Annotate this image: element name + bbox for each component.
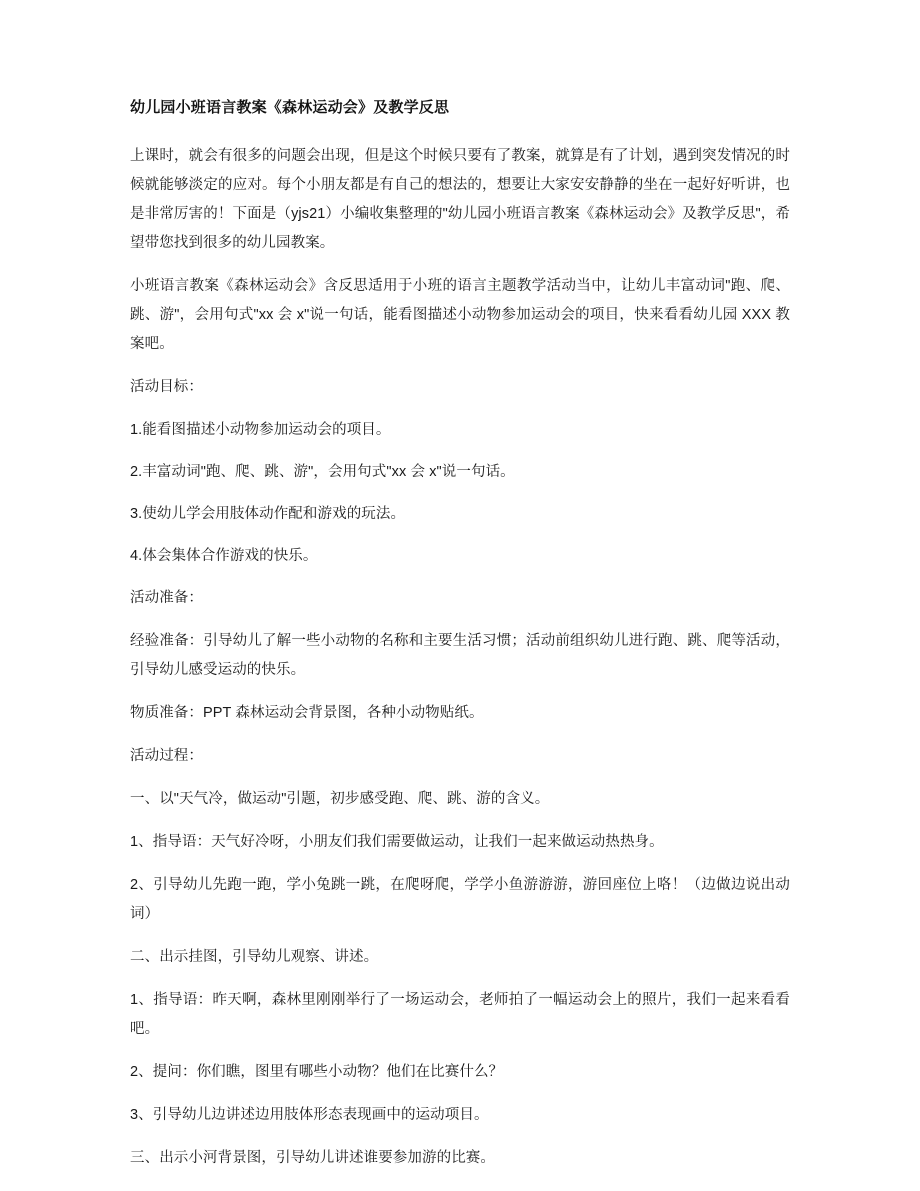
page-title: 幼儿园小班语言教案《森林运动会》及教学反思 bbox=[130, 99, 450, 116]
preparation-materials: 物质准备：PPT 森林运动会背景图，各种小动物贴纸。 bbox=[130, 705, 484, 721]
paragraph-summary: 小班语言教案《森林运动会》含反思适用于小班的语言主题教学活动当中，让幼儿丰富动词"跑、爬、跳、游"，会用句式"xx 会 x"说一句话，能看图描述小动物参加运动会的项目，快来看看幼儿园 XXX 教案吧。 bbox=[130, 278, 790, 352]
process-step-two-sub-1: 1、指导语：昨天啊，森林里刚刚举行了一场运动会，老师拍了一幅运动会上的照片，我们一起来看看吧。 bbox=[130, 992, 790, 1037]
process-step-two-sub-3: 3、引导幼儿边讲述边用肢体形态表现画中的运动项目。 bbox=[130, 1107, 489, 1123]
process-step-one-sub-1: 1、指导语：天气好冷呀，小朋友们我们需要做运动，让我们一起来做运动热热身。 bbox=[130, 834, 664, 850]
objective-item-2: 2.丰富动词"跑、爬、跳、游"，会用句式"xx 会 x"说一句话。 bbox=[130, 464, 515, 480]
section-heading-objectives: 活动目标： bbox=[130, 379, 203, 395]
objective-item-4: 4.体会集体合作游戏的快乐。 bbox=[130, 548, 318, 564]
objective-item-3: 3.使幼儿学会用肢体动作配和游戏的玩法。 bbox=[130, 506, 406, 522]
process-step-two-sub-2: 2、提问：你们瞧，图里有哪些小动物？他们在比赛什么？ bbox=[130, 1064, 504, 1080]
process-step-three: 三、出示小河背景图，引导幼儿讲述谁要参加游的比赛。 bbox=[130, 1150, 495, 1166]
paragraph-intro: 上课时，就会有很多的问题会出现，但是这个时候只要有了教案，就算是有了计划，遇到突发情况的时候就能够淡定的应对。每个小朋友都是有自己的想法的，想要让大家安安静静的坐在一起好好听讲，也是非常厉害的！下面是（yjs21）小编收集整理的"幼儿园小班语言教案《森林运动会》及教学反思"，希望带您找到很多的幼儿园教案。 bbox=[130, 148, 790, 251]
objective-item-1: 1.能看图描述小动物参加运动会的项目。 bbox=[130, 422, 391, 438]
preparation-experience: 经验准备：引导幼儿了解一些小动物的名称和主要生活习惯；活动前组织幼儿进行跑、跳、爬等活动，引导幼儿感受运动的快乐。 bbox=[130, 633, 790, 678]
section-heading-process: 活动过程： bbox=[130, 748, 203, 764]
process-step-one: 一、以"天气冷，做运动"引题，初步感受跑、爬、跳、游的含义。 bbox=[130, 791, 550, 807]
process-step-one-sub-2: 2、引导幼儿先跑一跑，学小兔跳一跳，在爬呀爬，学学小鱼游游游，游回座位上咯！（边做边说出动词） bbox=[130, 877, 790, 922]
document-body bbox=[130, 96, 790, 1187]
section-heading-preparation: 活动准备： bbox=[130, 590, 203, 606]
process-step-two: 二、出示挂图，引导幼儿观察、讲述。 bbox=[130, 949, 379, 965]
